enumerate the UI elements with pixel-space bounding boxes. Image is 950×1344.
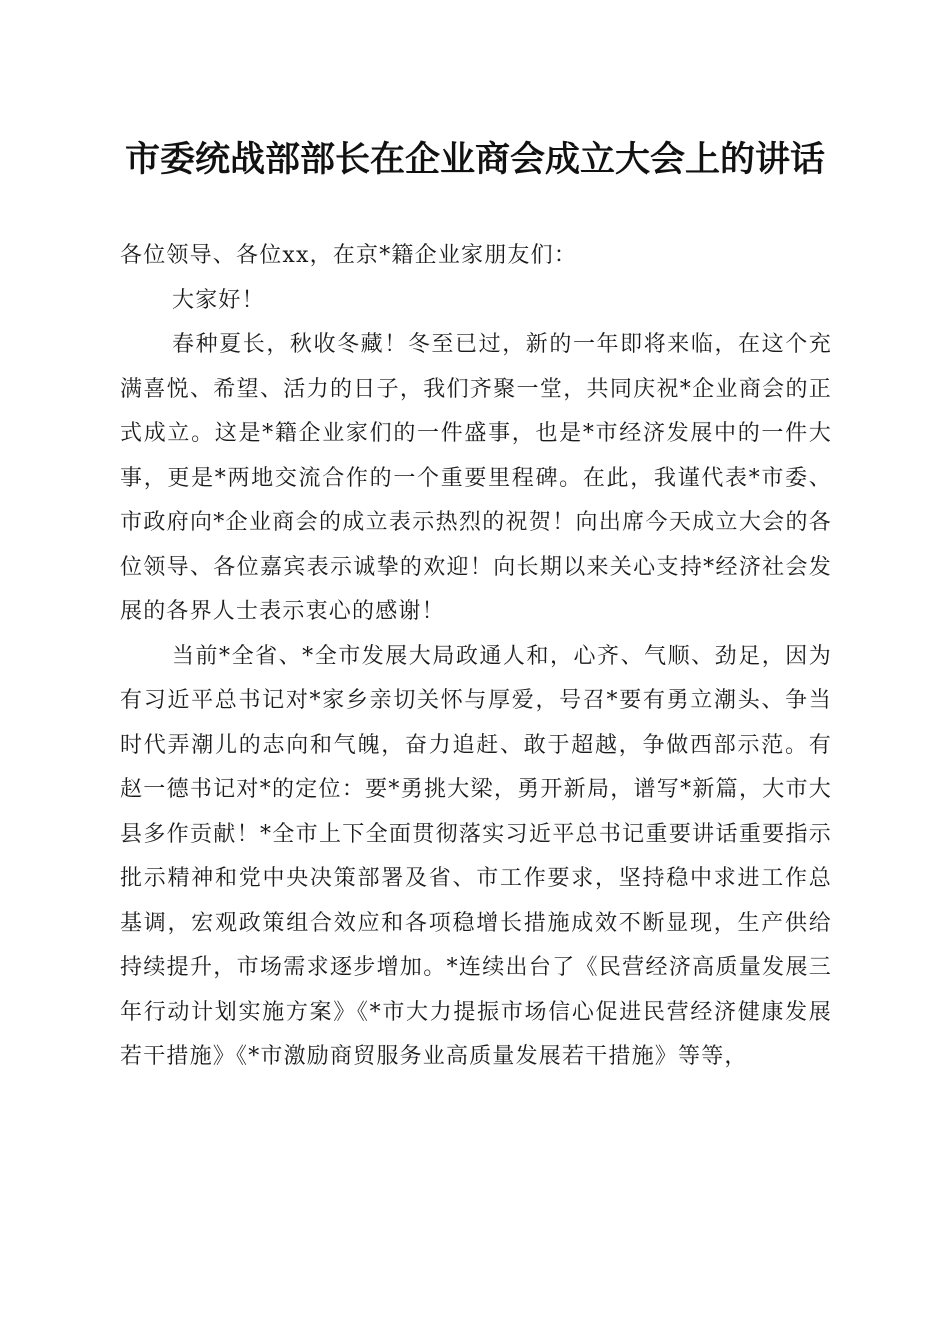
document-title: 市委统战部部长在企业商会成立大会上的讲话: [124, 139, 825, 180]
document-body: [120, 234, 832, 1080]
paragraph-celebration: 春种夏长，秋收冬藏！冬至已过，新的一年即将来临，在这个充满喜悦、希望、活力的日子，我们齐聚一堂，共同庆祝*企业商会的正式成立。这是*籍企业家们的一件盛事，也是*市经济发展中的一件大事，更是*两地交流合作的一个重要里程碑。在此，我谨代表*市委、市政府向*企业商会的成立表示热烈的祝贺！向出席今天成立大会的各位领导、各位嘉宾表示诚挚的欢迎！向长期以来关心支持*经济社会发展的各界人士表示衷心的感谢！: [120, 332, 832, 624]
salutation: 各位领导、各位xx，在京*籍企业家朋友们：: [120, 243, 578, 268]
paragraph-development: 当前*全省、*全市发展大局政通人和，心齐、气顺、劲足，因为有习近平总书记对*家乡亲切关怀与厚爱，号召*要有勇立潮头、争当时代弄潮儿的志向和气魄，奋力追赶、敢于超越，争做西部示范。有赵一德书记对*的定位：要*勇挑大梁，勇开新局，谱写*新篇，大市大县多作贡献！*全市上下全面贯彻落实习近平总书记重要讲话重要指示批示精神和党中央决策部署及省、市工作要求，坚持稳中求进工作总基调，宏观政策组合效应和各项稳增长措施成效不断显现，生产供给持续提升，市场需求逐步增加。*连续出台了《民营经济高质量发展三年行动计划实施方案》《*市大力提振市场信心促进民营经济健康发展若干措施》《*市激励商贸服务业高质量发展若干措施》等等，: [120, 643, 832, 1069]
paragraph-greeting: 大家好！: [172, 287, 265, 313]
